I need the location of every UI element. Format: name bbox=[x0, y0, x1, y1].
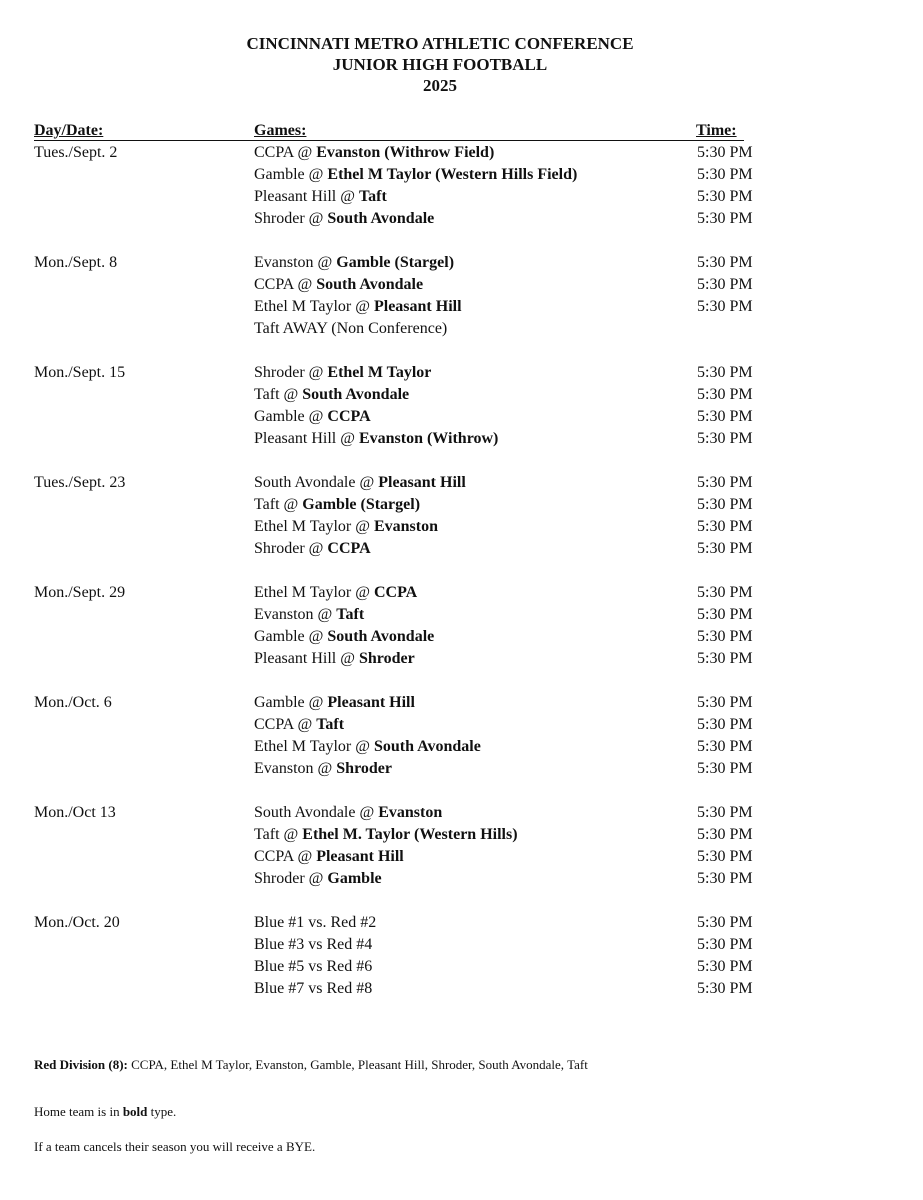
game-matchup bbox=[254, 208, 434, 230]
away-team: Pleasant Hill @ bbox=[254, 188, 359, 205]
game-time: 5:30 PM bbox=[697, 914, 753, 931]
away-team: Gamble @ bbox=[254, 694, 328, 711]
game-matchup bbox=[254, 582, 417, 604]
away-team: Taft @ bbox=[254, 496, 303, 513]
game-matchup bbox=[254, 846, 404, 868]
away-team: Shroder @ bbox=[254, 540, 328, 557]
away-team: Taft AWAY (Non Conference) bbox=[254, 320, 448, 337]
conference-title: CINCINNATI METRO ATHLETIC CONFERENCE bbox=[246, 34, 634, 53]
away-team: Taft @ bbox=[254, 386, 303, 403]
week-date: Mon./Oct. 20 bbox=[34, 914, 120, 931]
home-team: Pleasant Hill bbox=[378, 474, 466, 491]
away-team: South Avondale @ bbox=[254, 804, 379, 821]
game-matchup bbox=[254, 274, 423, 296]
game-matchup bbox=[254, 186, 387, 208]
away-team: Pleasant Hill @ bbox=[254, 650, 359, 667]
game-matchup bbox=[254, 714, 344, 736]
game-time: 5:30 PM bbox=[697, 628, 753, 645]
home-team: Ethel M Taylor bbox=[327, 364, 432, 381]
away-team: Blue #3 vs Red #4 bbox=[254, 936, 373, 953]
home-team: CCPA bbox=[327, 540, 371, 557]
game-matchup bbox=[254, 868, 382, 890]
home-team: Gamble bbox=[327, 870, 382, 887]
game-time: 5:30 PM bbox=[697, 716, 753, 733]
home-team: South Avondale bbox=[373, 738, 481, 755]
game-matchup bbox=[254, 626, 434, 648]
home-team: Ethel M Taylor (Western Hills Field) bbox=[327, 166, 578, 183]
home-team: Gamble (Stargel) bbox=[302, 496, 421, 513]
away-team: CCPA @ bbox=[254, 848, 317, 865]
game-time: 5:30 PM bbox=[697, 738, 753, 755]
week-date: Tues./Sept. 2 bbox=[34, 144, 118, 161]
away-team: Blue #7 vs Red #8 bbox=[254, 980, 373, 997]
home-team: Evanston (Withrow Field) bbox=[316, 144, 495, 161]
legend-prefix: Home team is in bbox=[34, 1104, 123, 1119]
week-date: Mon./Oct. 6 bbox=[34, 694, 112, 711]
game-matchup bbox=[254, 736, 481, 758]
game-time: 5:30 PM bbox=[697, 496, 753, 513]
game-time: 5:30 PM bbox=[697, 188, 753, 205]
game-matchup bbox=[254, 384, 409, 406]
away-team: Pleasant Hill @ bbox=[254, 430, 359, 447]
away-team: Evanston @ bbox=[254, 606, 337, 623]
game-matchup bbox=[254, 912, 376, 934]
game-matchup bbox=[254, 604, 364, 626]
home-team: South Avondale bbox=[327, 628, 435, 645]
column-headers bbox=[34, 120, 744, 141]
game-matchup bbox=[254, 978, 372, 1000]
home-team: CCPA bbox=[327, 408, 371, 425]
away-team: CCPA @ bbox=[254, 276, 317, 293]
home-team: Pleasant Hill bbox=[316, 848, 404, 865]
game-matchup bbox=[254, 648, 415, 670]
home-team: CCPA bbox=[373, 584, 418, 601]
home-team: Evanston bbox=[373, 518, 438, 535]
column-games: Games: bbox=[254, 122, 307, 139]
game-time: 5:30 PM bbox=[697, 804, 753, 821]
week-date: Mon./Sept. 15 bbox=[34, 364, 126, 381]
game-matchup bbox=[254, 494, 420, 516]
home-team: Taft bbox=[336, 606, 365, 623]
game-time: 5:30 PM bbox=[697, 144, 753, 161]
game-time: 5:30 PM bbox=[697, 848, 753, 865]
game-time: 5:30 PM bbox=[697, 980, 753, 997]
game-matchup bbox=[254, 934, 372, 956]
away-team: Ethel M Taylor @ bbox=[254, 738, 374, 755]
division-label: Red Division (8): bbox=[34, 1057, 128, 1072]
game-matchup bbox=[254, 296, 462, 318]
column-day: Day/Date: bbox=[34, 122, 104, 139]
week-date: Mon./Sept. 29 bbox=[34, 584, 126, 601]
game-time: 5:30 PM bbox=[697, 606, 753, 623]
game-matchup bbox=[254, 538, 371, 560]
game-time: 5:30 PM bbox=[697, 958, 753, 975]
season-year: 2025 bbox=[423, 76, 457, 95]
home-team: Evanston bbox=[378, 804, 443, 821]
home-team: Pleasant Hill bbox=[373, 298, 462, 315]
away-team: Taft @ bbox=[254, 826, 303, 843]
away-team: Gamble @ bbox=[254, 408, 328, 425]
away-team: Ethel M Taylor @ bbox=[254, 518, 374, 535]
division-note bbox=[34, 1057, 588, 1073]
game-time: 5:30 PM bbox=[697, 276, 753, 293]
home-team: Shroder bbox=[336, 760, 392, 777]
game-time: 5:30 PM bbox=[697, 364, 753, 381]
game-time: 5:30 PM bbox=[697, 694, 753, 711]
game-time: 5:30 PM bbox=[697, 430, 753, 447]
game-time: 5:30 PM bbox=[697, 826, 753, 843]
away-team: Blue #5 vs Red #6 bbox=[254, 958, 373, 975]
game-time: 5:30 PM bbox=[697, 298, 753, 315]
game-matchup bbox=[254, 142, 494, 164]
home-team: South Avondale bbox=[327, 210, 435, 227]
game-time: 5:30 PM bbox=[697, 584, 753, 601]
away-team: Ethel M Taylor @ bbox=[254, 584, 374, 601]
bye-note: If a team cancels their season you will receive a BYE. bbox=[34, 1139, 316, 1154]
legend-bold: bold bbox=[122, 1104, 148, 1119]
game-time: 5:30 PM bbox=[697, 474, 753, 491]
away-team: Blue #1 vs. Red #2 bbox=[254, 914, 377, 931]
home-team: Evanston (Withrow) bbox=[358, 430, 499, 447]
game-matchup bbox=[254, 516, 438, 538]
away-team: Evanston @ bbox=[254, 254, 337, 271]
home-team: Pleasant Hill bbox=[327, 694, 415, 711]
game-time: 5:30 PM bbox=[697, 936, 753, 953]
away-team: South Avondale @ bbox=[254, 474, 379, 491]
game-time: 5:30 PM bbox=[697, 540, 753, 557]
game-matchup bbox=[254, 362, 431, 384]
week-date: Mon./Sept. 8 bbox=[34, 254, 118, 271]
away-team: Gamble @ bbox=[254, 628, 328, 645]
game-matchup bbox=[254, 406, 371, 428]
bold-legend bbox=[34, 1104, 176, 1120]
game-matchup bbox=[254, 164, 577, 186]
home-team: South Avondale bbox=[302, 386, 410, 403]
game-matchup bbox=[254, 802, 442, 824]
away-team: CCPA @ bbox=[254, 144, 317, 161]
game-time: 5:30 PM bbox=[697, 408, 753, 425]
home-team: Gamble (Stargel) bbox=[336, 254, 455, 271]
game-matchup bbox=[254, 824, 518, 846]
away-team: Shroder @ bbox=[254, 364, 328, 381]
away-team: CCPA @ bbox=[254, 716, 317, 733]
game-matchup bbox=[254, 252, 454, 274]
game-time: 5:30 PM bbox=[697, 386, 753, 403]
game-time: 5:30 PM bbox=[697, 870, 753, 887]
game-time: 5:30 PM bbox=[697, 518, 753, 535]
game-time: 5:30 PM bbox=[697, 760, 753, 777]
home-team: Shroder bbox=[358, 650, 415, 667]
document-header bbox=[0, 33, 880, 96]
away-team: Shroder @ bbox=[254, 210, 328, 227]
game-matchup bbox=[254, 956, 372, 978]
away-team: Shroder @ bbox=[254, 870, 328, 887]
column-time: Time: bbox=[696, 122, 737, 139]
game-matchup bbox=[254, 758, 392, 780]
week-date: Tues./Sept. 23 bbox=[34, 474, 126, 491]
home-team: South Avondale bbox=[316, 276, 424, 293]
home-team: Ethel M. Taylor (Western Hills) bbox=[302, 826, 518, 843]
game-matchup bbox=[254, 428, 498, 450]
away-team: Gamble @ bbox=[254, 166, 328, 183]
division-teams: CCPA, Ethel M Taylor, Evanston, Gamble, Pleasant Hill, Shroder, South Avondale, Taft bbox=[127, 1057, 588, 1072]
game-time: 5:30 PM bbox=[697, 254, 753, 271]
legend-suffix: type. bbox=[147, 1104, 177, 1119]
week-date: Mon./Oct 13 bbox=[34, 804, 116, 821]
game-time: 5:30 PM bbox=[697, 166, 753, 183]
home-team: Taft bbox=[358, 188, 387, 205]
away-team: Ethel M Taylor @ bbox=[254, 298, 374, 315]
game-matchup bbox=[254, 472, 466, 494]
away-team: Evanston @ bbox=[254, 760, 337, 777]
game-matchup bbox=[254, 692, 415, 714]
game-time: 5:30 PM bbox=[697, 650, 753, 667]
game-matchup bbox=[254, 318, 447, 340]
home-team: Taft bbox=[316, 716, 345, 733]
sport-title: JUNIOR HIGH FOOTBALL bbox=[332, 55, 548, 74]
game-time: 5:30 PM bbox=[697, 210, 753, 227]
